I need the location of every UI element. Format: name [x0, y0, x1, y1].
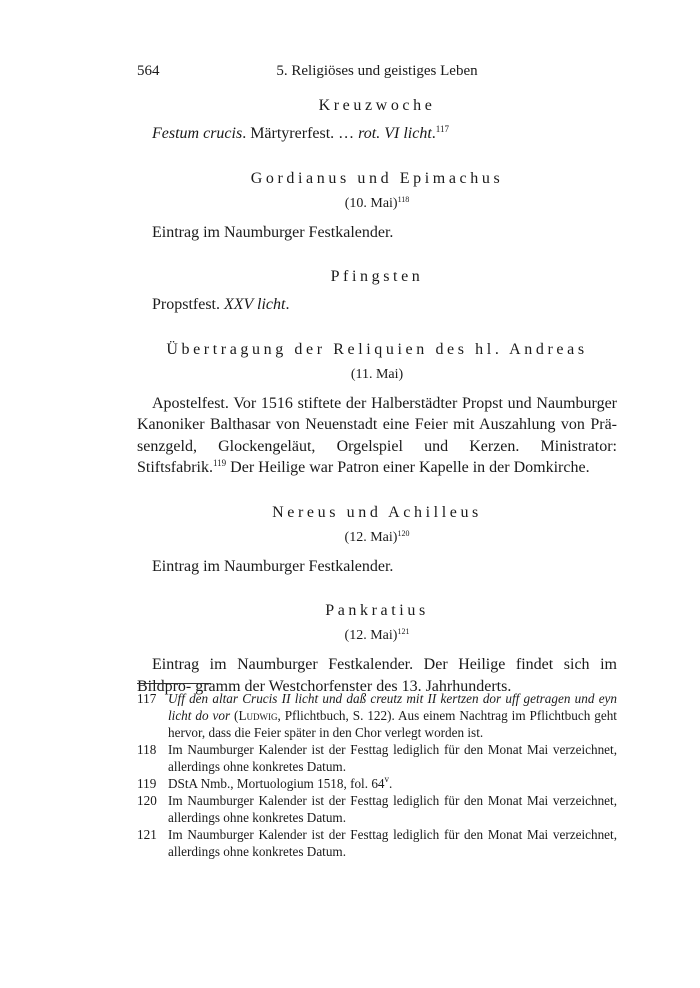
footnote: [137, 826, 617, 860]
footnote-number: 120: [137, 793, 157, 808]
footnote-ref: 120: [397, 528, 410, 538]
text-run: (: [230, 708, 239, 723]
section-paragraph: Eintrag im Naumburger Festkalender.: [152, 223, 394, 241]
footnote-divider: [137, 683, 211, 684]
text-run: Propstfest.: [152, 296, 224, 313]
text-run: Kanoniker Balthasar von Neuenstadt eine Feier mit Auszahlung von Prä-: [137, 416, 617, 433]
footnotes: [137, 690, 617, 860]
footnote-ref: 121: [397, 627, 410, 636]
footnote-number: 119: [137, 776, 157, 791]
text-run: .: [431, 125, 436, 142]
feast-date: (11. Mai): [350, 366, 404, 382]
footnote: [137, 690, 617, 741]
feast-date: [137, 627, 617, 645]
latin-phrase: Festum crucis: [152, 125, 243, 142]
main-text: [137, 96, 617, 697]
text-run: Apostelfest. Vor 1516 stiftete der Halberstädter Propst und Naumburger: [152, 394, 617, 412]
text-run: , Pflichtbuch, S. 122). Aus einem Nachtrag im Pflichtbuch geht hervor, dass die Feier später in den Chor verlegt worden ist.: [168, 708, 617, 740]
footnote: [137, 775, 617, 792]
section-paragraph: Eintrag im Naumburger Festkalender.: [152, 557, 394, 575]
author-name: Ludwig: [238, 708, 278, 723]
text-run: .: [285, 296, 290, 313]
text-run: Der Heilige war Patron einer Kapelle in der Domkirche.: [230, 459, 590, 476]
text-run: .: [389, 776, 393, 791]
feast-date: [137, 529, 617, 547]
text-run: senzgeld, Glockengeläut, Orgelspiel und Kerzen. Ministrator: Stiftsfabrik.: [137, 437, 617, 476]
date-text: (12. Mai): [344, 628, 398, 643]
text-run: . Märtyrerfest. …: [242, 125, 359, 142]
footnote-number: 117: [137, 691, 157, 706]
footnote-text: Im Naumburger Kalender ist der Festtag lediglich für den Monat Mai verzeichnet, allerdings ohne konkretes Datum.: [168, 793, 617, 825]
section-paragraph: [137, 123, 617, 145]
section-title: Nereus und Achilleus: [272, 503, 482, 521]
text-run: gramm der Westchorfenster des 13. Jahrhunderts.: [195, 677, 512, 695]
section-paragraph: [137, 294, 617, 316]
footnote-text: DStA Nmb., Mortuologium 1518, fol. 64: [168, 776, 385, 791]
latin-phrase: XXV licht: [224, 296, 286, 313]
section-title: Pankratius: [325, 602, 429, 619]
footnote-ref: 117: [435, 124, 449, 134]
folio-verso: v: [384, 774, 390, 784]
section-title: Übertragung der Reliquien des hl. Andreas: [166, 340, 588, 358]
quoted-source: Uff den altar Crucis II licht und daß creutz mit II kertzen dor uff getragen und eyn licht do vor: [168, 691, 617, 723]
text-run: Eintrag im Naumburger Festkalender. Der Heilige findet sich im Bildpro-: [137, 656, 617, 695]
section-paragraph: [137, 393, 617, 479]
footnote-number: 121: [137, 827, 157, 842]
footnote: [137, 792, 617, 826]
footnote: [137, 741, 617, 775]
footnote-text: Im Naumburger Kalender ist der Festtag lediglich für den Monat Mai verzeichnet, allerdings ohne konkretes Datum.: [168, 742, 617, 774]
date-text: (12. Mai): [344, 529, 398, 545]
latin-phrase: rot. VI licht: [358, 125, 432, 142]
footnote-ref: 118: [397, 194, 410, 204]
feast-date: [137, 195, 617, 213]
section-title: Kreuzwoche: [318, 97, 436, 114]
footnote-text: Im Naumburger Kalender ist der Festtag lediglich für den Monat Mai verzeichnet, allerdings ohne konkretes Datum.: [168, 827, 617, 859]
section-title: Pfingsten: [330, 268, 424, 285]
footnote-number: 118: [137, 742, 157, 757]
running-title: 5. Religiöses und geistiges Leben: [276, 63, 478, 79]
date-text: (10. Mai): [344, 195, 398, 211]
section-title: Gordianus und Epimachus: [250, 169, 504, 187]
page-number: 564: [137, 63, 160, 79]
footnote-ref: 119: [213, 458, 227, 468]
